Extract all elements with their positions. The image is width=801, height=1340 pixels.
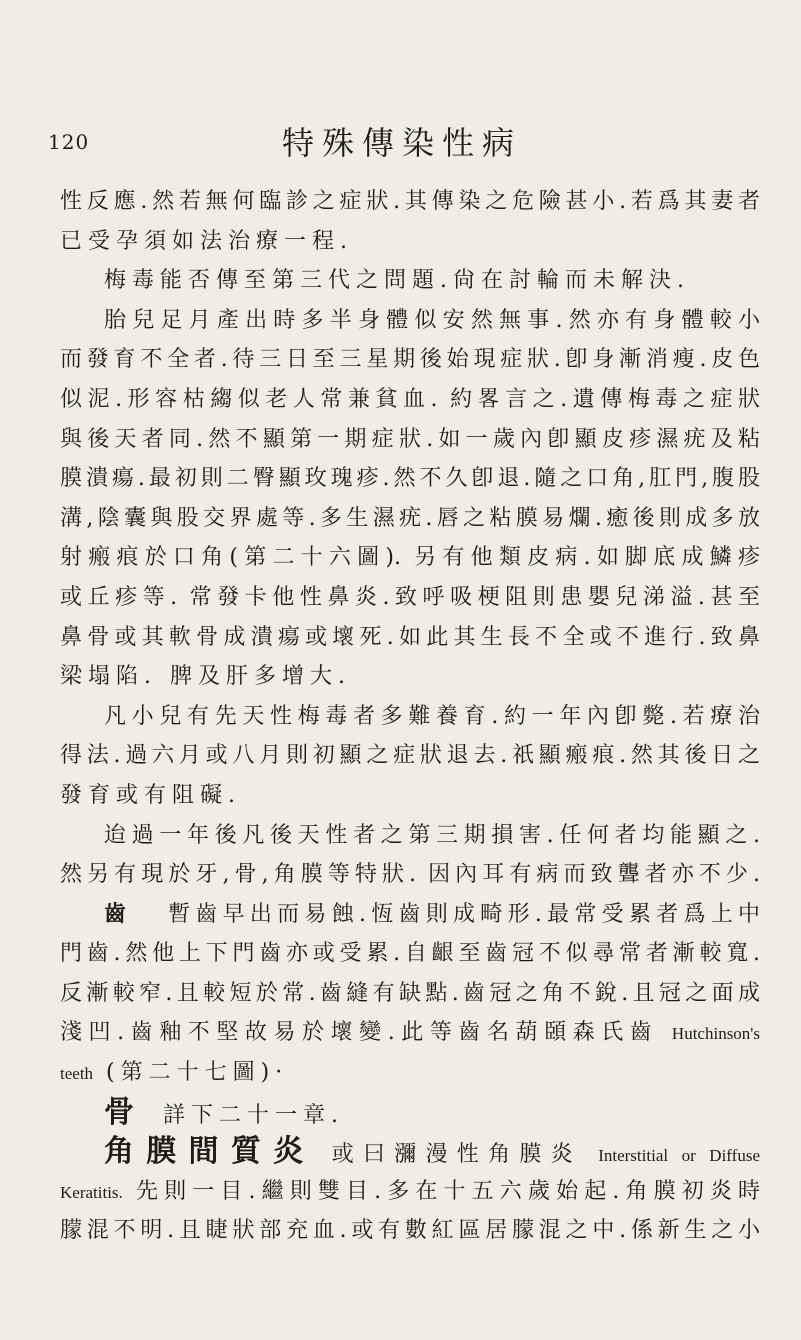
text-line: 已受孕須如法治療一程.: [60, 228, 353, 254]
text-line: 門齒.然他上下門齒亦或受累.自齦至齒冠不似尋常者漸較寬.: [60, 941, 760, 967]
text-line: 或丘疹等. 常發卡他性鼻炎.致呼吸梗阻則患嬰兒涕溢.甚至: [60, 584, 760, 610]
text-line: [60, 1053, 760, 1093]
text-line: 膜潰瘍.最初則二臀顯玫瑰疹.然不久卽退.隨之口角,肛門,腹股: [60, 466, 760, 492]
body-text: [60, 182, 760, 1251]
latin-term-interstitial: Interstitial or Diffuse: [598, 1146, 760, 1166]
bone-section-line: [60, 1093, 760, 1133]
latin-term-hutchinson: Hutchinson's: [671, 1024, 760, 1044]
text-line: 射瘢痕於口角(第二十六圖). 另有他類皮病.如脚底成鱗疹: [60, 545, 760, 571]
paragraph-first-line: 迨過一年後凡後天性者之第三期損害.任何者均能顯之.: [104, 822, 760, 848]
text-line: 與後天者同.然不顯第一期症狀.如一歲內卽顯皮疹濕疣及粘: [60, 426, 760, 452]
text-span: 先則一目.繼則雙目.多在十五六歲始起.角膜初炎時: [135, 1178, 761, 1204]
latin-term-teeth: teeth: [60, 1064, 94, 1084]
text-line: 似泥.形容枯縐似老人常兼貧血. 約畧言之.遺傳梅毒之症狀: [60, 386, 760, 412]
text-line: 反漸較窄.且較短於常.齒縫有缺點.齒冠之角不銳.且冠之面成: [60, 980, 760, 1006]
text-line: 溝,陰囊與股交界處等.多生濕疣.唇之粘膜易爛.癒後則成多放: [60, 505, 760, 531]
section-heading-bone: 骨: [104, 1094, 137, 1130]
text-span: (第二十七圖)·: [106, 1060, 289, 1086]
paragraph-first-line: 凡小兒有先天性梅毒者多難養育.約一年內卽斃.若療治: [104, 703, 760, 729]
text-span: 暫齒早出而易蝕.恆齒則成畸形.最常受累者爲上中: [168, 901, 760, 927]
text-line: 梁塌陷. 脾及肝多增大.: [60, 664, 351, 690]
text-span: 淺凹.齒釉不堅故易於壞變.此等齒名葫頣森氏齒: [60, 1020, 659, 1046]
text-span: 詳下二十一章.: [163, 1102, 344, 1128]
text-line: 而發育不全者.待三日至三星期後始現症狀.卽身漸消瘦.皮色: [60, 347, 760, 373]
latin-term-keratitis: Keratitis.: [60, 1182, 123, 1202]
keratitis-section-line: [60, 1132, 760, 1172]
text-span: 或曰瀰漫性角膜炎: [331, 1142, 582, 1168]
teeth-section-line: [60, 895, 760, 935]
text-line: 朦混不明.且睫狀部充血.或有數紅區居朦混之中.係新生之小: [60, 1218, 760, 1244]
text-line: [60, 1172, 760, 1212]
text-line: 發育或有阻礙.: [60, 782, 241, 808]
text-line: 然另有現於牙,骨,角膜等特狀. 因內耳有病而致聾者亦不少.: [60, 862, 760, 888]
section-heading-keratitis: 角膜間質炎: [104, 1134, 316, 1170]
paragraph-first-line: 胎兒足月產出時多半身體似安然無事.然亦有身體較小: [104, 307, 760, 333]
running-title: 特殊傳染性病: [282, 124, 523, 162]
text-line: 得法.過六月或八月則初顯之症狀退去.祇顯瘢痕.然其後日之: [60, 743, 760, 769]
page-number: 120: [48, 130, 90, 154]
text-line: 性反應.然若無何臨診之症狀.其傳染之危險甚小.若爲其妻者: [60, 189, 760, 214]
paragraph-first-line: 梅毒能否傳至第三代之問題.尙在討輪而未解決.: [104, 268, 690, 294]
section-heading-teeth: 齒: [104, 900, 132, 927]
page-header: [0, 118, 801, 168]
text-line: [60, 1013, 760, 1053]
text-line: 鼻骨或其軟骨成潰瘍或壞死.如此其生長不全或不進行.致鼻: [60, 624, 760, 650]
